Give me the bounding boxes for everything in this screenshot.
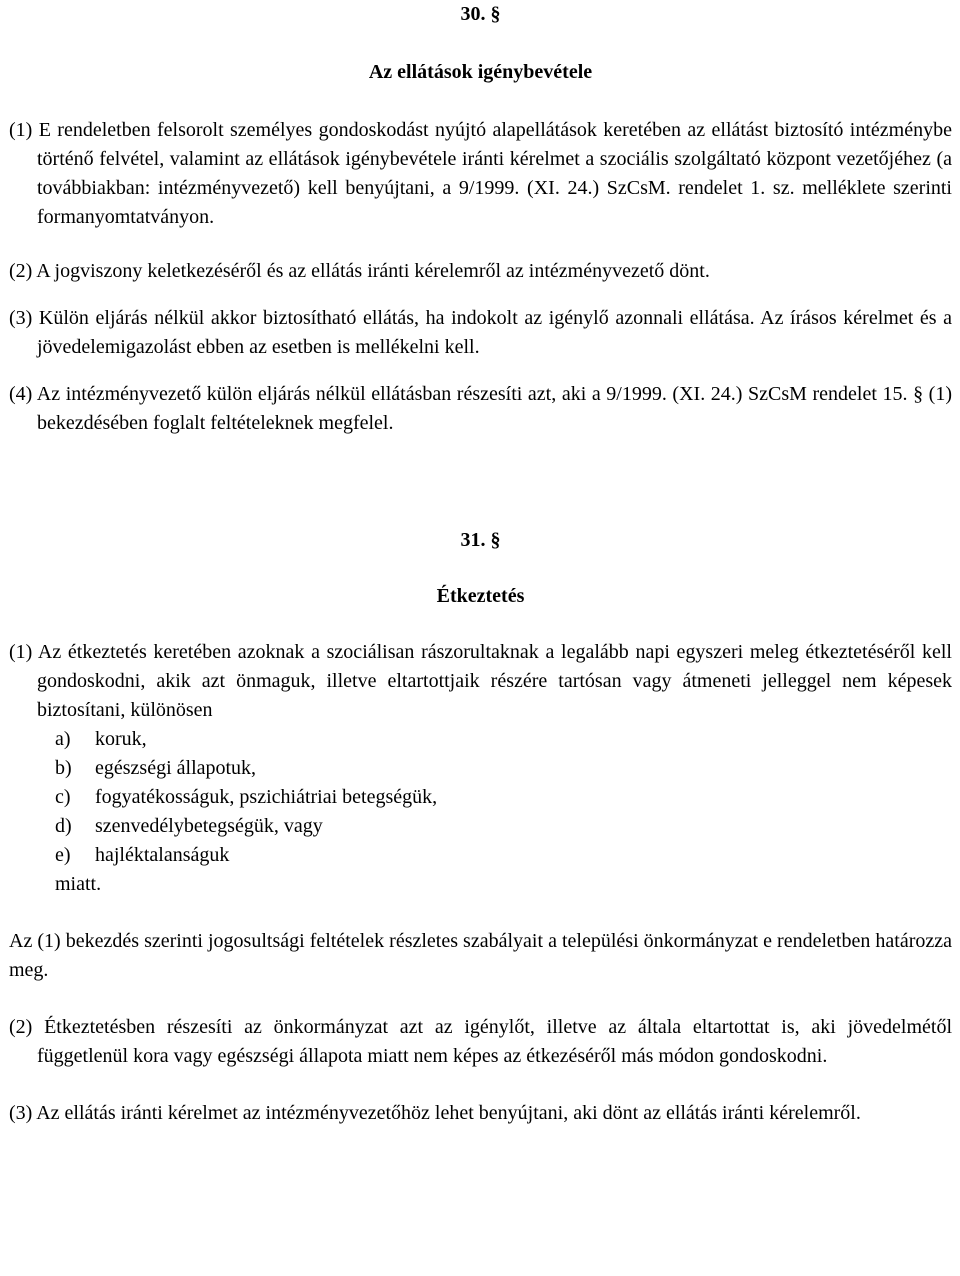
list-item bbox=[55, 812, 952, 841]
list-item-text: szenvedélybetegségük, vagy bbox=[95, 815, 323, 837]
section-31-number: 31. § bbox=[460, 529, 501, 551]
list-item-text: hajléktalanságuk bbox=[95, 844, 230, 866]
section-31-paragraph-3: (3) Az ellátás iránti kérelmet az intézményvezetőhöz lehet benyújtani, aki dönt az ellátás iránti kérelemről. bbox=[9, 1102, 861, 1124]
section-31-title: Étkeztetés bbox=[436, 585, 525, 607]
list-item-letter: a) bbox=[55, 728, 71, 750]
list-item-text: egészségi állapotuk, bbox=[95, 757, 257, 779]
section-30-number: 30. § bbox=[460, 3, 501, 25]
list-item-text: koruk, bbox=[95, 728, 147, 750]
list-item-text: fogyatékosságuk, pszichiátriai betegségük, bbox=[95, 786, 438, 808]
list-item bbox=[55, 841, 952, 870]
section-30-title: Az ellátások igénybevétele bbox=[368, 61, 593, 83]
section-30-paragraph-3: (3) Külön eljárás nélkül akkor biztosítható ellátás, ha indokolt az igénylő azonnali ellátása. Az írásos kérelmet és a jövedelemigazolást ebben az esetben is mellékelni kell. bbox=[9, 307, 952, 358]
condition-list bbox=[9, 725, 952, 870]
list-end-text: miatt. bbox=[55, 873, 102, 895]
section-30-paragraph-2: (2) A jogviszony keletkezéséről és az ellátás iránti kérelemről az intézményvezető dönt. bbox=[9, 260, 710, 282]
section-31-paragraph-extra: Az (1) bekezdés szerinti jogosultsági feltételek részletes szabályait a települési önkormányzat e rendeletben határozza meg. bbox=[9, 930, 952, 981]
list-item bbox=[55, 783, 952, 812]
list-item-letter: e) bbox=[55, 844, 71, 866]
section-30-paragraph-1: (1) E rendeletben felsorolt személyes gondoskodást nyújtó alapellátások keretében az ellátást biztosító intézménybe történő felvétel, valamint az ellátások igénybevétele iránti kérelmet a szociális szolgáltató központ vezetőjéhez (a továbbiakban: intézményvezető) kell benyújtani, a 9/1999. (XI. 24.) SzCsM. rendelet 1. sz. melléklete szerinti formanyomtatványon. bbox=[9, 119, 952, 228]
section-31-paragraph-1: (1) Az étkeztetés keretében azoknak a szociálisan rászorultaknak a legalább napi egyszeri meleg étkeztetéséről kell gondoskodni, akik azt önmaguk, illetve eltartottjaik részére tartósan vagy átmeneti jelleggel nem képesek biztosítani, különösen bbox=[9, 641, 952, 721]
list-item-letter: c) bbox=[55, 786, 71, 808]
section-30-paragraph-4: (4) Az intézményvezető külön eljárás nélkül ellátásban részesíti azt, aki a 9/1999. (XI. 24.) SzCsM rendelet 15. § (1) bekezdésében foglalt feltételeknek megfelel. bbox=[9, 383, 952, 434]
list-item-letter: d) bbox=[55, 815, 72, 837]
list-item bbox=[55, 725, 952, 754]
list-item-letter: b) bbox=[55, 757, 72, 779]
section-31-paragraph-2: (2) Étkeztetésben részesíti az önkormányzat azt az igénylőt, illetve az általa eltartottat is, aki jövedelmétől függetlenül kora vagy egészségi állapota miatt nem képes az étkezéséről más módon gondoskodni. bbox=[9, 1016, 952, 1067]
list-item bbox=[55, 754, 952, 783]
